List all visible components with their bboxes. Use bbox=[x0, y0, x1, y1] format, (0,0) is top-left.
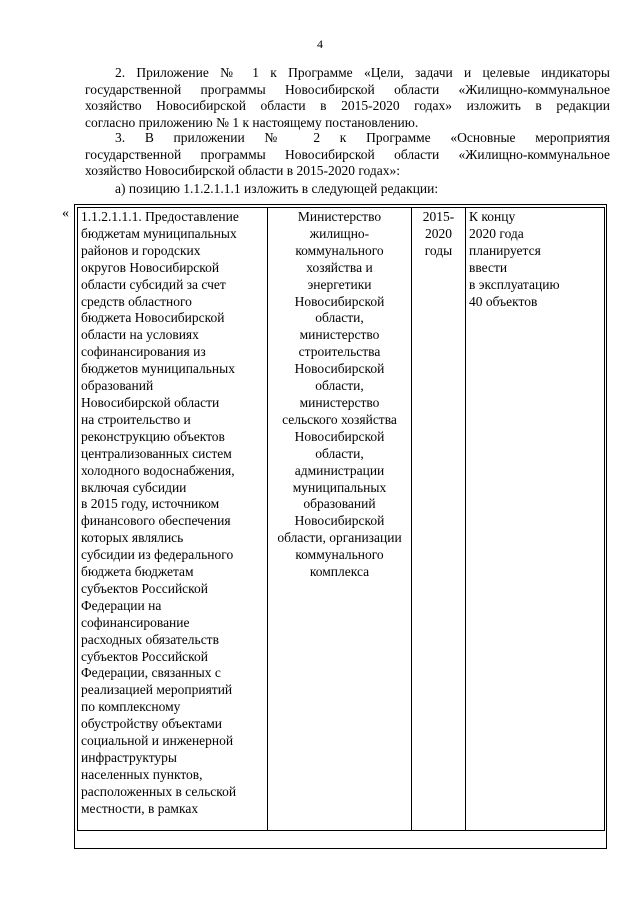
cell-text-line: 40 объектов bbox=[469, 293, 538, 309]
cell-text-line: инфраструктуры bbox=[81, 750, 177, 765]
cell-text-line: администрации bbox=[294, 462, 385, 478]
cell-text-line: местности, в рамках bbox=[81, 800, 199, 816]
cell-text-line: К концу bbox=[469, 209, 516, 224]
cell-text-line: бюджета Новосибирской bbox=[81, 310, 225, 326]
cell-text-line: области, bbox=[315, 445, 364, 461]
cell-text-line: 1.1.2.1.1.1. Предоставление bbox=[81, 209, 239, 224]
cell-text-line: годы bbox=[424, 242, 453, 258]
cell-text-line: бюджетов муниципальных bbox=[81, 361, 235, 377]
cell-text-line: коммунального bbox=[295, 242, 384, 258]
measures-table bbox=[77, 207, 605, 831]
cell-text-line: Федерации, связанных с bbox=[81, 665, 221, 681]
cell-text-line: Новосибирской области bbox=[81, 394, 220, 410]
cell-text-line: Новосибирской bbox=[294, 293, 385, 309]
cell-text-line: сельского хозяйства bbox=[282, 411, 397, 427]
cell-text-line: планируется bbox=[469, 242, 541, 258]
cell-text-line: которых являлись bbox=[81, 530, 184, 546]
cell-text-line: в эксплуатацию bbox=[469, 276, 560, 292]
paragraph-line: а) позицию 1.1.2.1.1.1 изложить в следующей редакции: bbox=[115, 181, 439, 196]
cell-text-line: министерство bbox=[299, 394, 380, 410]
cell-text-line: холодного водоснабжения, bbox=[81, 462, 235, 478]
cell-text-line: по комплексному bbox=[81, 699, 181, 715]
measure-description-cell bbox=[78, 208, 268, 831]
cell-text-line: 2020 года bbox=[469, 225, 524, 241]
cell-text-line: социальной и инженерной bbox=[81, 733, 234, 749]
cell-text-line: области, bbox=[315, 310, 364, 326]
paragraph-line: согласно приложению № 1 к настоящему постановлению. bbox=[85, 114, 419, 130]
cell-text-line: на строительство и bbox=[81, 411, 191, 427]
cell-text-line: Федерации на bbox=[81, 597, 162, 613]
cell-text-line: коммунального bbox=[295, 547, 384, 563]
cell-text-line: 2015- bbox=[422, 209, 455, 224]
cell-text-line: муниципальных bbox=[292, 479, 387, 495]
cell-text-line: бюджетам муниципальных bbox=[81, 225, 237, 241]
paragraph-appendix-1 bbox=[85, 65, 610, 131]
cell-text-line: финансового обеспечения bbox=[81, 513, 231, 529]
cell-text-line: области на условиях bbox=[81, 327, 199, 343]
cell-text-line: бюджета бюджетам bbox=[81, 564, 194, 580]
cell-text-line: образований bbox=[81, 378, 154, 394]
cell-text-line: ввести bbox=[469, 259, 508, 275]
cell-text-line: комплекса bbox=[309, 564, 370, 580]
cell-text-line: энергетики bbox=[307, 276, 372, 292]
cell-text-line: строительства bbox=[298, 344, 381, 360]
cell-text-line: расположенных в сельской bbox=[81, 783, 237, 799]
cell-text-line: населенных пунктов, bbox=[81, 766, 203, 782]
cell-text-line: районов и городских bbox=[81, 242, 201, 258]
table-row bbox=[78, 208, 605, 831]
cell-text-line: Новосибирской bbox=[294, 428, 385, 444]
cell-text-line: включая субсидии bbox=[81, 479, 187, 495]
paragraph-line: государственной программы Новосибирской области «Жилищно-коммунальное bbox=[85, 81, 610, 97]
cell-text-line: министерство bbox=[299, 327, 380, 343]
cell-text-line: хозяйства и bbox=[306, 259, 373, 275]
cell-text-line: Новосибирской bbox=[294, 513, 385, 529]
paragraph-appendix-2 bbox=[85, 130, 610, 180]
cell-text-line: централизованных систем bbox=[81, 445, 232, 461]
cell-text-line: реализацией мероприятий bbox=[81, 682, 233, 698]
paragraph-line: 2. Приложение № 1 к Программе «Цели, задачи и целевые индикаторы bbox=[115, 65, 610, 80]
page-number: 4 bbox=[317, 37, 323, 51]
cell-text-line: округов Новосибирской bbox=[81, 259, 220, 275]
cell-text-line: жилищно- bbox=[309, 225, 370, 241]
paragraph-line: государственной программы Новосибирской области «Жилищно-коммунальное bbox=[85, 146, 610, 162]
expected-result-cell bbox=[466, 208, 605, 831]
cell-text-line: области, организации bbox=[277, 530, 402, 546]
cell-text-line: области, bbox=[315, 378, 364, 394]
cell-text-line: 2020 bbox=[425, 225, 452, 241]
paragraph-line: хозяйство Новосибирской области в 2015-2020 годах» изложить в редакции bbox=[85, 98, 610, 113]
cell-text-line: в 2015 году, источником bbox=[81, 496, 220, 512]
cell-text-line: субсидии из федерального bbox=[81, 547, 234, 563]
paragraph-line: хозяйство Новосибирской области в 2015-2020 годах»: bbox=[85, 163, 400, 178]
cell-text-line: софинансирования из bbox=[81, 344, 206, 360]
opening-quote-mark: « bbox=[62, 206, 69, 221]
paragraph-line: 3. В приложении № 2 к Программе «Основные мероприятия bbox=[115, 130, 610, 145]
period-cell bbox=[412, 208, 466, 831]
responsible-executors-cell bbox=[268, 208, 412, 831]
cell-text-line: Министерство bbox=[297, 209, 382, 224]
cell-text-line: Новосибирской bbox=[294, 361, 385, 377]
cell-text-line: расходных обязательств bbox=[81, 631, 219, 647]
cell-text-line: области субсидий за счет bbox=[81, 276, 226, 292]
cell-text-line: субъектов Российской bbox=[81, 648, 209, 664]
cell-text-line: образований bbox=[303, 496, 376, 512]
cell-text-line: софинансирование bbox=[81, 614, 190, 630]
cell-text-line: средств областного bbox=[81, 293, 192, 309]
cell-text-line: обустройству объектами bbox=[81, 716, 223, 732]
cell-text-line: реконструкцию объектов bbox=[81, 428, 225, 444]
paragraph-position bbox=[85, 181, 610, 198]
cell-text-line: субъектов Российской bbox=[81, 580, 209, 596]
